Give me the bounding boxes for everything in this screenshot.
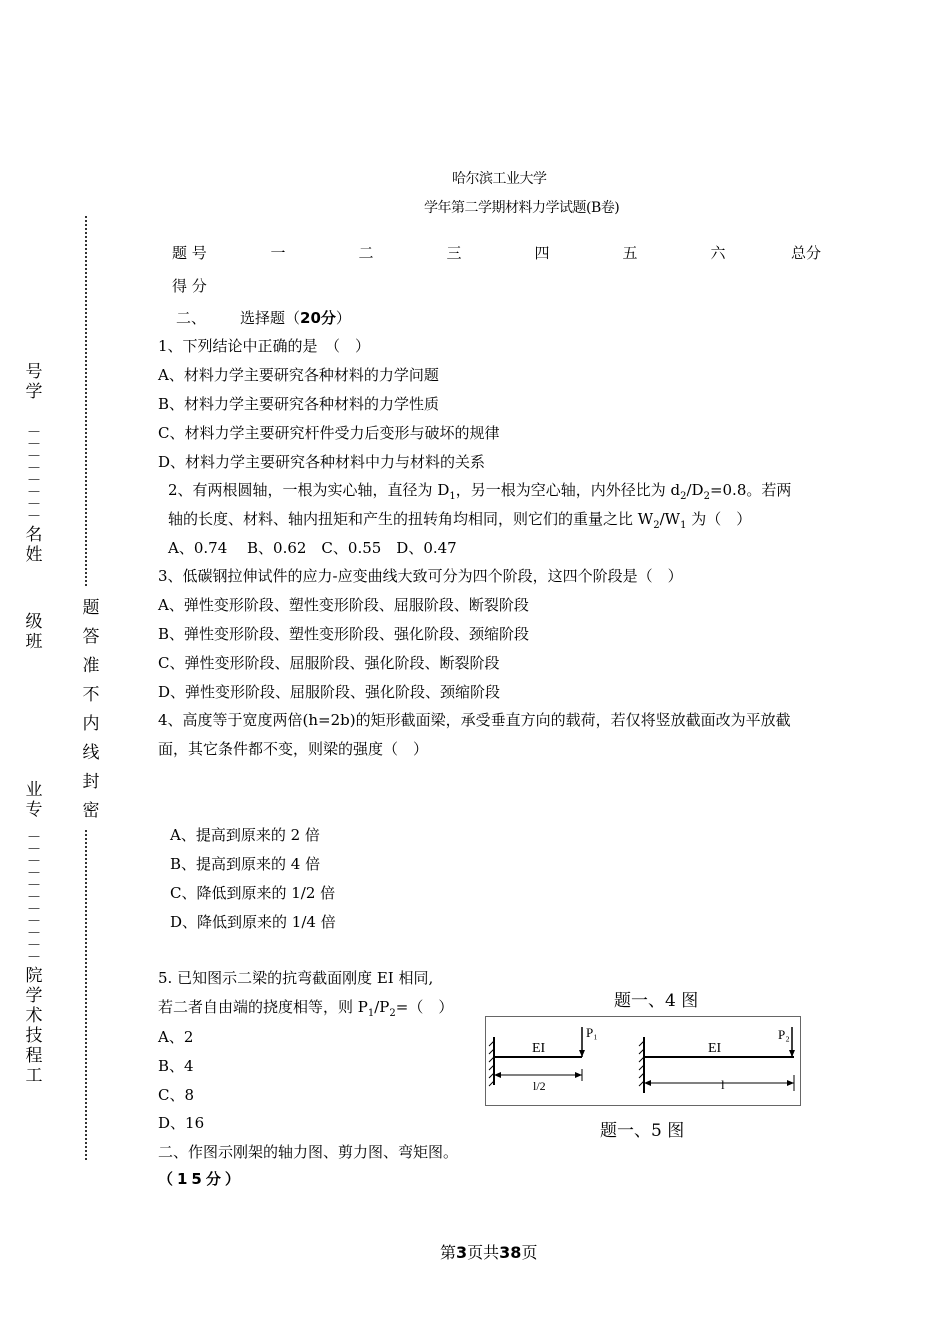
- beam1-length-label: l/2: [533, 1079, 546, 1093]
- q5-option-a: A、2: [158, 1028, 194, 1046]
- table-cell: 题 号: [172, 244, 207, 262]
- q3-option-c: C、弹性变形阶段、屈服阶段、强化阶段、断裂阶段: [158, 654, 500, 672]
- score-input-cell[interactable]: [322, 269, 410, 302]
- beam2-ei-label: EI: [708, 1041, 722, 1056]
- q5-line1: 5. 已知图示二梁的抗弯截面刚度 EI 相同,: [158, 969, 434, 987]
- score-table-header-row: [160, 236, 850, 269]
- q4-option-c: C、降低到原来的 1/2 倍: [170, 884, 336, 902]
- score-input-cell[interactable]: [586, 269, 674, 302]
- q5-option-c: C、8: [158, 1086, 195, 1104]
- score-table-score-row: [160, 269, 850, 302]
- score-input-cell[interactable]: [410, 269, 498, 302]
- beam-figure: [485, 1016, 801, 1106]
- q2-line1: 2、有两根圆轴，一根为实心轴，直径为 $D_1$，另一根为空心轴，内外径比为 $d_2/D_2=0.8$。若两: [168, 481, 792, 502]
- section2-heading: 二、作图示刚架的轴力图、剪力图、弯矩图。: [158, 1143, 459, 1161]
- table-cell: 五: [622, 244, 638, 262]
- section2-score: （15分）: [158, 1170, 244, 1188]
- q4-option-d: D、降低到原来的 1/4 倍: [170, 913, 336, 931]
- score-input-cell[interactable]: [498, 269, 586, 302]
- q2-options: A、0.74 B、0.62 C、0.55 D、0.47: [168, 539, 457, 557]
- binding-dotted-line-top: [85, 216, 87, 586]
- q1-option-c: C、材料力学主要研究杆件受力后变形与破坏的规律: [158, 424, 500, 442]
- load-arrowhead-2: [789, 1050, 795, 1057]
- q4-option-b: B、提高到原来的 4 倍: [170, 855, 321, 873]
- table-cell: 四: [534, 244, 550, 262]
- figure-caption-q5: 题一、5 图: [600, 1121, 685, 1141]
- binding-dotted-line-bottom: [85, 830, 87, 1160]
- q3-option-b: B、弹性变形阶段、塑性变形阶段、强化阶段、颈缩阶段: [158, 625, 530, 643]
- beam2-length-label: l: [721, 1077, 725, 1092]
- q3-option-a: A、弹性变形阶段、塑性变形阶段、屈服阶段、断裂阶段: [158, 596, 529, 614]
- beam1-ei-label: EI: [532, 1041, 546, 1056]
- table-cell: 六: [710, 244, 726, 262]
- figure-caption-q4: 题一、4 图: [614, 991, 699, 1011]
- q2-line2: 轴的长度、材料、轴内扭矩和产生的扭转角均相同，则它们的重量之比 $W_2/W_1$ 为（ ）: [168, 510, 752, 531]
- q1-option-b: B、材料力学主要研究各种材料的力学性质: [158, 395, 440, 413]
- table-cell: 二: [358, 244, 374, 262]
- q1-stem: 1、下列结论中正确的是 （ ）: [158, 337, 371, 355]
- q4-line2: 面，其它条件都不变，则梁的强度（ ）: [158, 740, 429, 758]
- q4-line1: 4、高度等于宽度两倍(h=2b)的矩形截面梁，承受垂直方向的载荷，若仅将竖放截面改为平放截: [158, 711, 791, 729]
- score-input-cell[interactable]: [762, 269, 850, 302]
- beam-diagram: [486, 1017, 800, 1105]
- beam2-load-label: P₂: [778, 1027, 790, 1042]
- q3-option-d: D、弹性变形阶段、屈服阶段、强化阶段、颈缩阶段: [158, 683, 501, 701]
- page-footer: 第3页共38页: [440, 1243, 538, 1262]
- section1-heading: 二、 选择题（20分）: [176, 309, 351, 327]
- beam1-load-label: P₁: [586, 1025, 598, 1040]
- table-cell: 一: [270, 244, 286, 262]
- q5-option-b: B、4: [158, 1057, 194, 1075]
- q1-option-a: A、材料力学主要研究各种材料的力学问题: [158, 366, 439, 384]
- q5-line2: 若二者自由端的挠度相等，则 $P_1/P_2=$（ ）: [158, 998, 454, 1019]
- table-cell: 得 分: [172, 277, 207, 295]
- score-input-cell[interactable]: [674, 269, 762, 302]
- load-arrowhead-1: [579, 1050, 585, 1057]
- university-title: 哈尔滨工业大学: [452, 171, 547, 187]
- q4-option-a: A、提高到原来的 2 倍: [170, 826, 320, 844]
- score-table: [160, 236, 850, 302]
- exam-title: 学年第二学期材料力学试题(B卷): [424, 200, 620, 216]
- table-cell: 总分: [790, 244, 821, 262]
- table-cell: 三: [446, 244, 462, 262]
- q3-stem: 3、低碳钢拉伸试件的应力-应变曲线大致可分为四个阶段，这四个阶段是（ ）: [158, 567, 683, 585]
- q1-option-d: D、材料力学主要研究各种材料中力与材料的关系: [158, 453, 486, 471]
- sidebar-fill-line-1: — — — — — — — —: [28, 424, 40, 522]
- sidebar-fill-line-2: — — — — — — — — — — —: [28, 829, 40, 963]
- q5-option-d: D、16: [158, 1114, 205, 1132]
- score-input-cell[interactable]: [234, 269, 322, 302]
